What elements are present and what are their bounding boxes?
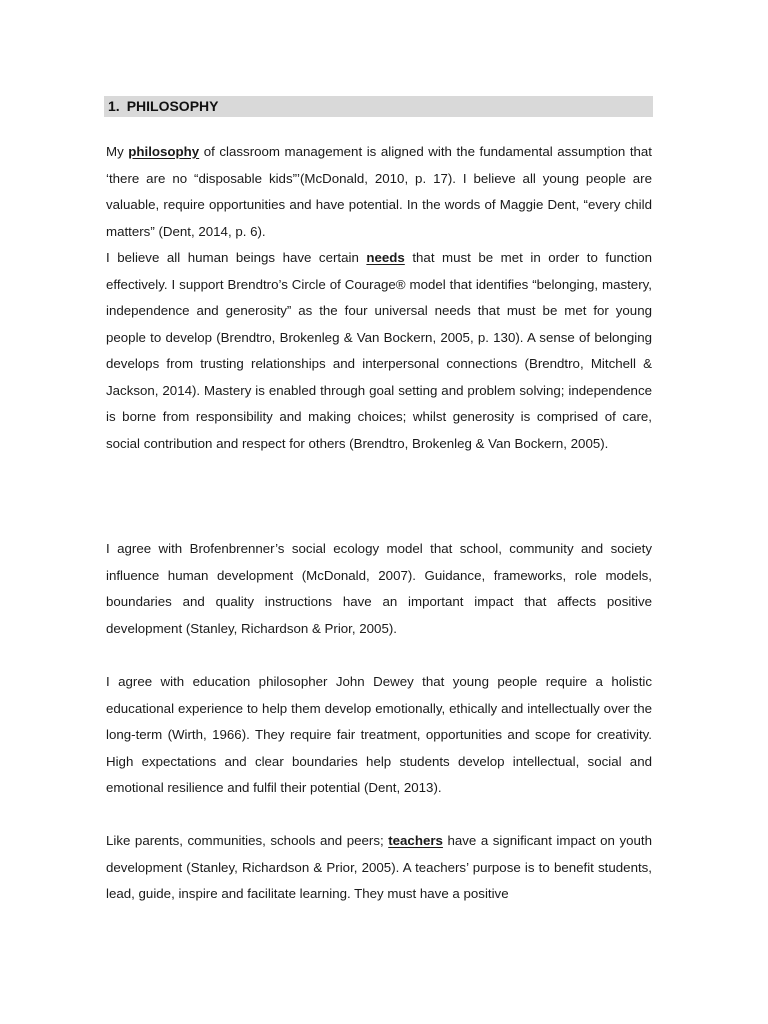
section-number: 1. xyxy=(108,98,120,114)
paragraph-text: that must be met in order to function effectively. I support Brendtro’s Circle of Courage® model that identifies “belonging, mastery, independence and generosity” as the four universal needs that must be met for young people to develop (Brendtro, Brokenleg & Van Bockern, 2005, p. 130). A sense of belonging develops from trusting relationships and interpersonal connections (Brendtro, Mitchell & Jackson, 2014). Mastery is enabled through goal setting and problem solving; independence is borne from responsibility and making choices; whilst generosity is comprised of care, social contribution and respect for others (Brendtro, Brokenleg & Van Bockern, 2005). xyxy=(106,250,652,451)
paragraph-teachers xyxy=(106,828,652,908)
paragraph-dewey: I agree with education philosopher John Dewey that young people require a holistic educational experience to help them develop emotionally, ethically and intellectually over the long-term (Wirth, 1966). They require fair treatment, opportunities and scope for creativity. High expectations and clear boundaries help students develop intellectual, social and emotional resilience and fulfil their potential (Dent, 2013). xyxy=(106,674,652,795)
paragraph-text: Like parents, communities, schools and peers; xyxy=(106,833,389,848)
keyword-philosophy: philosophy xyxy=(128,144,200,159)
paragraph-text: of classroom management is aligned with the fundamental assumption that ‘there are no “disposable kids”’(McDonald, 2010, p. 17). I believe all young people are valuable, require opportunities and have potential. In the words of Maggie Dent, “every child matters” (Dent, 2014, p. 6). xyxy=(106,144,652,239)
paragraph-text: I believe all human beings have certain xyxy=(106,250,367,265)
section-title: PHILOSOPHY xyxy=(126,98,219,114)
section-heading xyxy=(104,96,653,117)
paragraph-social-ecology: I agree with Brofenbrenner’s social ecology model that school, community and society influence human development (McDonald, 2007). Guidance, frameworks, role models, boundaries and quality instructions have an important impact that affects positive development (Stanley, Richardson & Prior, 2005). xyxy=(106,541,652,636)
paragraph-text: My xyxy=(106,144,129,159)
paragraph-text: have a significant impact on youth development (Stanley, Richardson & Prior, 2005). A teachers’ purpose is to benefit students, lead, guide, inspire and facilitate learning. They must have a positive xyxy=(106,833,652,901)
keyword-teachers: teachers xyxy=(388,833,443,848)
paragraph-philosophy xyxy=(106,139,652,245)
keyword-needs: needs xyxy=(366,250,405,265)
paragraph-needs xyxy=(106,245,652,457)
